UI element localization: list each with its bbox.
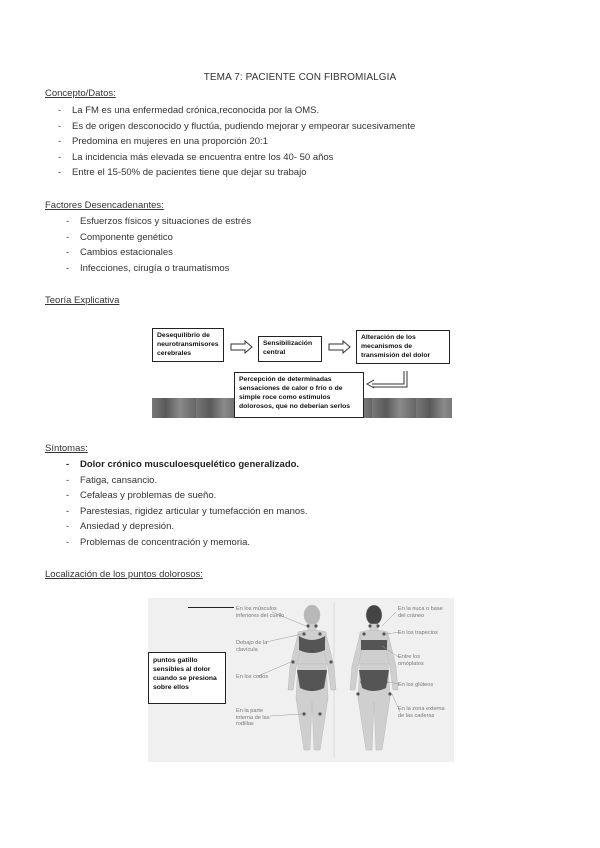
list-item: - La incidencia más elevada se encuentra entre los 40- 50 años (72, 150, 415, 166)
diagram-box-perception: Percepción de determinadas sensaciones de calor o frío o de simple roce como estímulos dolorosos, que no deberían serlos (234, 372, 364, 418)
list-item: - Esfuerzos físicos y situaciones de estrés (80, 214, 251, 230)
list-item: - Infecciones, cirugía o traumatismos (80, 261, 251, 277)
list-item: - Ansiedad y depresión. (80, 519, 308, 535)
label-front-knees: En la parte interna de las rodillas (236, 708, 270, 728)
page-title: TEMA 7: PACIENTE CON FIBROMIALGIA (203, 72, 397, 83)
list-item: - Entre el 15-50% de pacientes tiene que dejar su trabajo (72, 165, 415, 181)
diagram-box-neurotransmitters: Desequilibrio de neurotransmisores cerebrales (152, 328, 224, 362)
label-back-glutes: En los glúteos (398, 682, 434, 688)
label-front-neck: En los músculos inferiores del cuello (236, 606, 285, 619)
label-back-trapezius: En los trapecios (398, 630, 438, 636)
list-item: - Componente genético (80, 230, 251, 246)
theory-flow-diagram (152, 326, 452, 418)
label-front-clavicle: Debajo de la clavícula (236, 640, 268, 653)
right-arrow-icon (230, 340, 254, 354)
section-heading-factores: Factores Desencadenantes: (45, 200, 164, 211)
label-back-skull: En la nuca o base del cráneo (398, 606, 443, 619)
trigger-points-callout: puntos gatillo sensibles al dolor cuando se presiona sobre ellos (148, 652, 226, 704)
label-back-shoulder-blades: Entre los omóplatos (398, 654, 424, 667)
list-item: - La FM es una enfermedad crónica,reconocida por la OMS. (72, 103, 415, 119)
section-heading-concepto: Concepto/Datos: (45, 88, 116, 99)
list-item: - Parestesias, rigidez articular y tumefacción en manos. (80, 504, 308, 520)
section-heading-localizacion: Localización de los puntos dolorosos: (45, 569, 203, 580)
diagram-box-sensitization: Sensibilización central (258, 336, 322, 362)
label-front-elbows: En los codos (236, 674, 269, 680)
list-factores (80, 214, 251, 276)
label-back-hips: En la zona externa de las caderas (398, 706, 445, 719)
diagram-box-pain-transmission: Alteración de los mecanismos de transmisión del dolor (356, 330, 450, 364)
list-item: - Problemas de concentración y memoria. (80, 535, 308, 551)
list-item: - Fatiga, cansancio. (80, 473, 308, 489)
list-item: - Cefaleas y problemas de sueño. (80, 488, 308, 504)
list-item: - Predomina en mujeres en una proporción 20:1 (72, 134, 415, 150)
section-heading-teoria: Teoría Explicativa (45, 295, 120, 306)
list-concepto (72, 103, 415, 181)
section-heading-sintomas: Síntomas: (45, 443, 88, 454)
list-item: - Es de origen desconocido y fluctúa, pudiendo mejorar y empeorar sucesivamente (72, 119, 415, 135)
callout-leader-line (188, 607, 234, 608)
list-item: - Dolor crónico musculoesquelético generalizado. (80, 457, 308, 473)
return-arrow-icon (364, 370, 408, 396)
list-sintomas (80, 457, 308, 551)
list-item: - Cambios estacionales (80, 245, 251, 261)
right-arrow-icon (328, 340, 352, 354)
